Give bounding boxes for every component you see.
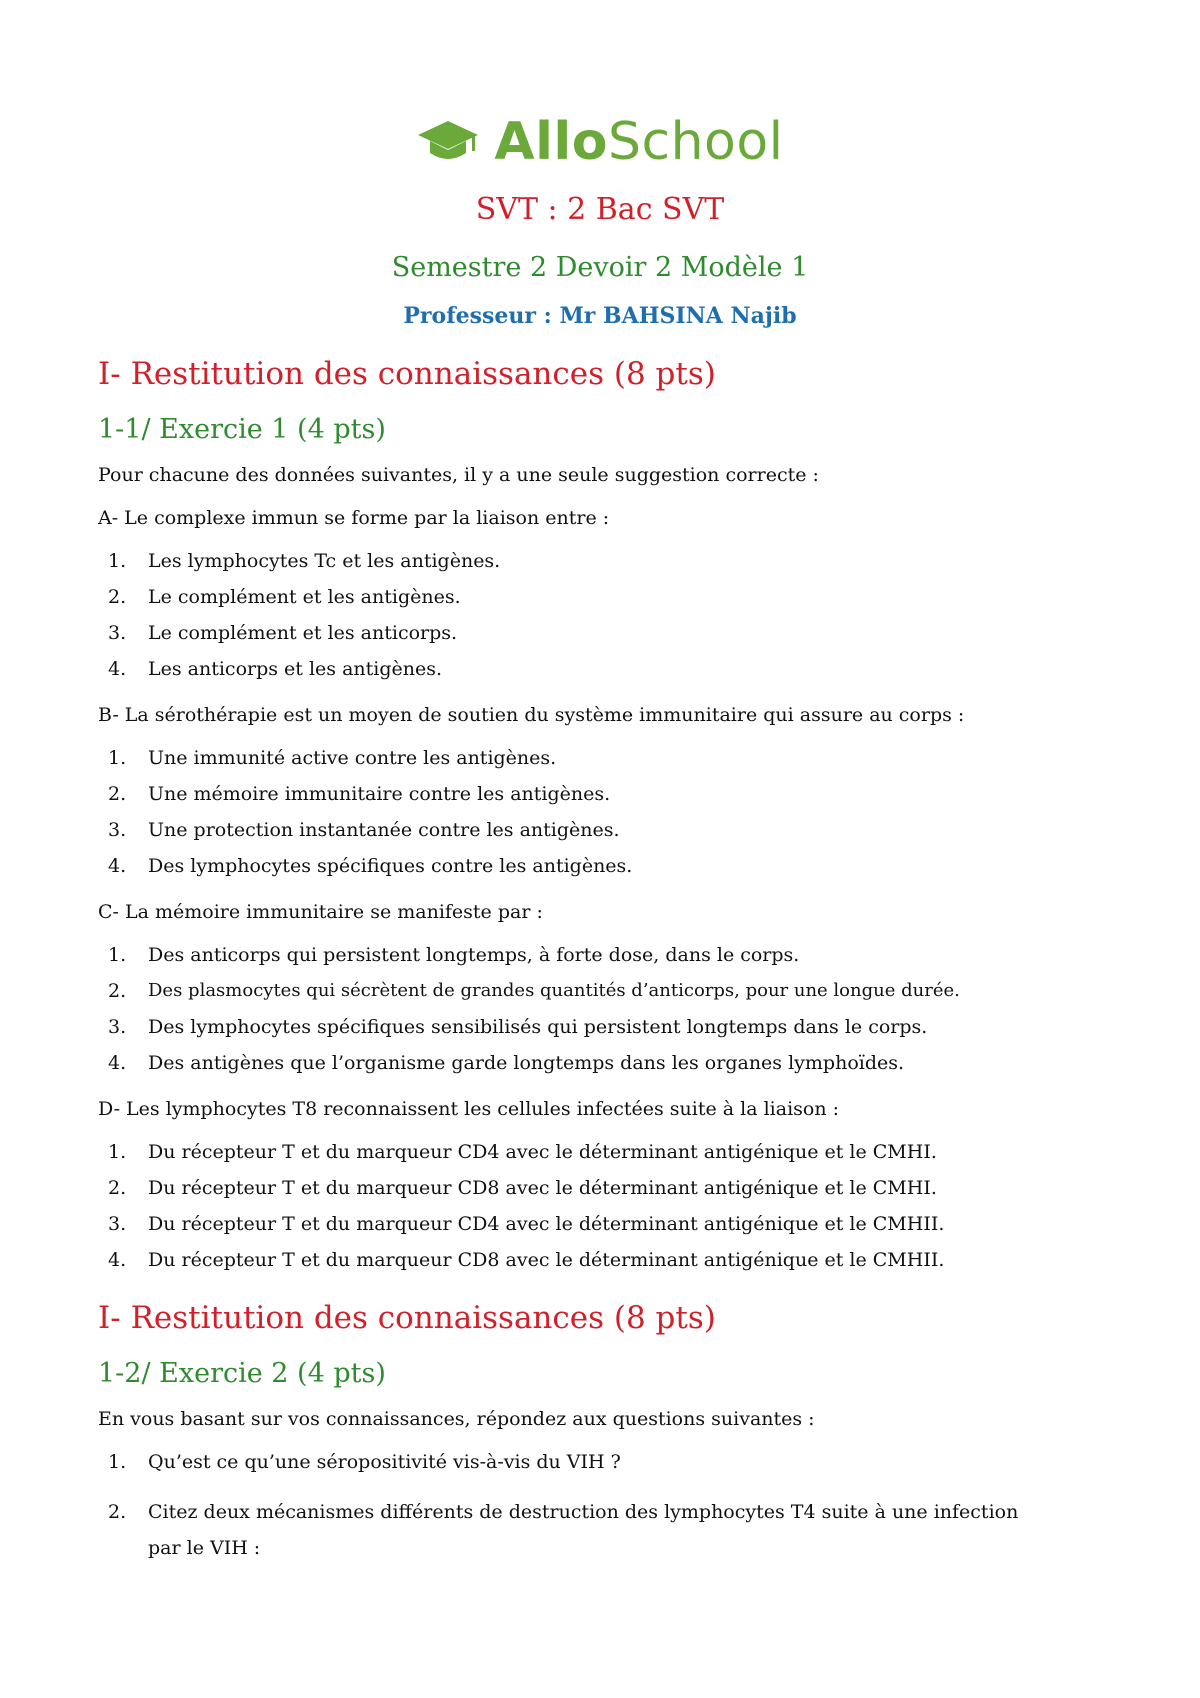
option-c3: 3. Des lymphocytes spécifiques sensibilisés qui persistent longtemps dans le corps.	[108, 1016, 928, 1038]
exercise-2-intro: En vous basant sur vos connaissances, répondez aux questions suivantes :	[98, 1408, 815, 1430]
option-a1: 1. Les lymphocytes Tc et les antigènes.	[108, 550, 501, 572]
exercise-1-title: 1-1/ Exercie 1 (4 pts)	[98, 414, 386, 445]
option-b2: 2. Une mémoire immunitaire contre les antigènes.	[108, 783, 611, 805]
subject-title: SVT : 2 Bac SVT	[475, 192, 725, 227]
question-c-stem: C- La mémoire immunitaire se manifeste par :	[98, 901, 543, 923]
section-1-title: I- Restitution des connaissances (8 pts)	[98, 356, 716, 392]
option-d4: 4. Du récepteur T et du marqueur CD8 avec le déterminant antigénique et le CMHII.	[108, 1249, 945, 1271]
logo-text: AlloSchool	[494, 112, 784, 172]
option-d3: 3. Du récepteur T et du marqueur CD4 avec le déterminant antigénique et le CMHII.	[108, 1213, 945, 1235]
option-d2: 2. Du récepteur T et du marqueur CD8 avec le déterminant antigénique et le CMHI.	[108, 1177, 937, 1199]
option-d1: 1. Du récepteur T et du marqueur CD4 avec le déterminant antigénique et le CMHI.	[108, 1141, 937, 1163]
option-b4: 4. Des lymphocytes spécifiques contre les antigènes.	[108, 855, 633, 877]
professor-name: Professeur : Mr BAHSINA Najib	[403, 303, 797, 329]
option-c2: 2. Des plasmocytes qui sécrètent de grandes quantités d’anticorps, pour une longue durée.	[108, 980, 960, 1002]
option-a2: 2. Le complément et les antigènes.	[108, 586, 461, 608]
semester-title: Semestre 2 Devoir 2 Modèle 1	[391, 252, 809, 283]
exercise-2-title: 1-2/ Exercie 2 (4 pts)	[98, 1358, 386, 1389]
option-b3: 3. Une protection instantanée contre les antigènes.	[108, 819, 620, 841]
alloschool-logo	[0, 112, 1200, 172]
question-2-1: 1. Qu’est ce qu’une séropositivité vis-à-vis du VIH ?	[108, 1451, 621, 1473]
question-b-stem: B- La sérothérapie est un moyen de soutien du système immunitaire qui assure au corps :	[98, 704, 965, 726]
graduation-cap-icon	[416, 117, 480, 167]
option-a4: 4. Les anticorps et les antigènes.	[108, 658, 443, 680]
question-a-stem: A- Le complexe immun se forme par la liaison entre :	[98, 507, 610, 529]
question-d-stem: D- Les lymphocytes T8 reconnaissent les cellules infectées suite à la liaison :	[98, 1098, 840, 1120]
option-b1: 1. Une immunité active contre les antigènes.	[108, 747, 557, 769]
option-c1: 1. Des anticorps qui persistent longtemps, à forte dose, dans le corps.	[108, 944, 800, 966]
question-2-2: 2. Citez deux mécanismes différents de destruction des lymphocytes T4 suite à une infection par le VIH :	[108, 1501, 1019, 1559]
exercise-1-intro: Pour chacune des données suivantes, il y a une seule suggestion correcte :	[98, 464, 819, 486]
option-a3: 3. Le complément et les anticorps.	[108, 622, 458, 644]
option-c4: 4. Des antigènes que l’organisme garde longtemps dans les organes lymphoïdes.	[108, 1052, 905, 1074]
section-2-title: I- Restitution des connaissances (8 pts)	[98, 1300, 716, 1336]
